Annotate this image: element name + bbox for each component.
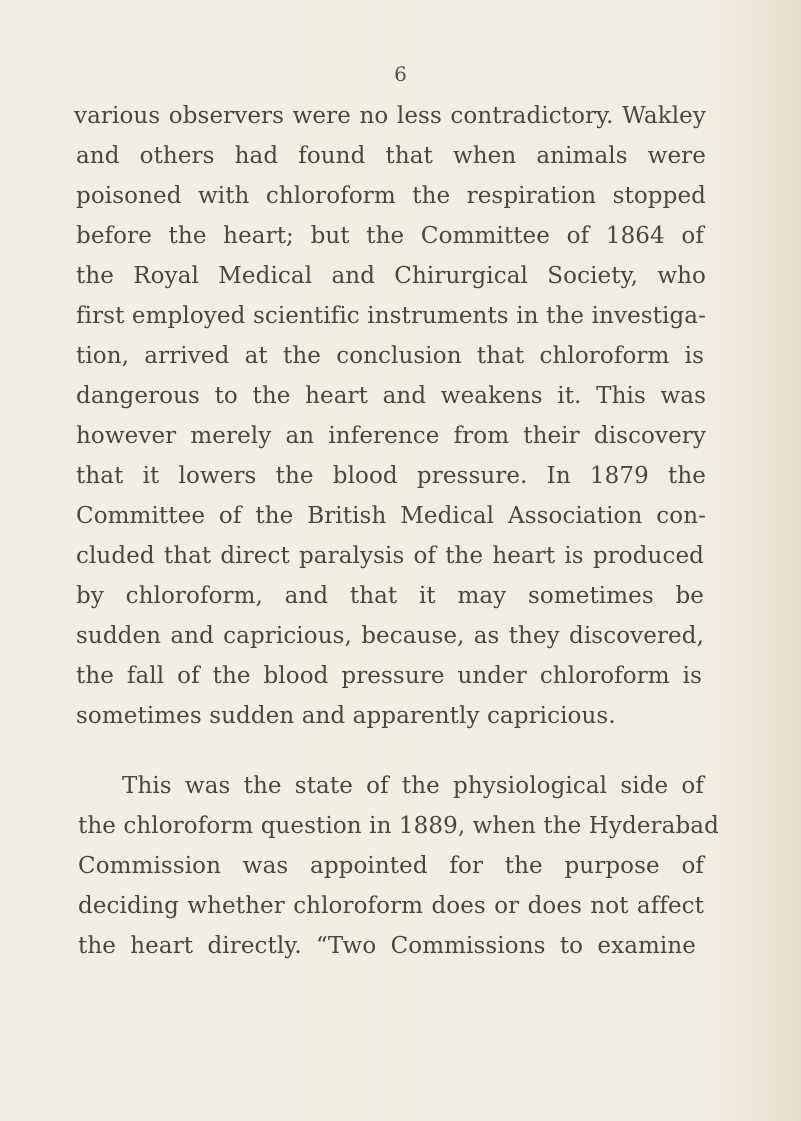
- text-line: Commission was appointed for the purpose of: [78, 853, 704, 879]
- text-line: dangerous to the heart and weakens it. This was: [76, 383, 706, 409]
- text-line: the fall of the blood pressure under chloroform is: [76, 663, 702, 689]
- text-line: the heart directly. “Two Commissions to examine: [78, 933, 696, 959]
- text-line: and others had found that when animals were: [76, 143, 706, 169]
- text-line: This was the state of the physiological side of: [122, 773, 704, 799]
- text-line: poisoned with chloroform the respiration stopped: [76, 183, 706, 209]
- text-line: first employed scientific instruments in the investiga-: [76, 303, 706, 329]
- text-line: that it lowers the blood pressure. In 1879 the: [76, 463, 706, 489]
- text-line: cluded that direct paralysis of the heart is produced: [76, 543, 704, 569]
- text-line: the Royal Medical and Chirurgical Society, who: [76, 263, 706, 289]
- text-line: tion, arrived at the conclusion that chloroform is: [76, 343, 704, 369]
- text-line: sometimes sudden and apparently capricious.: [76, 703, 616, 729]
- text-line: sudden and capricious, because, as they discovered,: [76, 623, 704, 649]
- text-line: however merely an inference from their discovery: [76, 423, 706, 449]
- text-line: before the heart; but the Committee of 1864 of: [76, 223, 704, 249]
- text-line: various observers were no less contradictory. Wakley: [74, 103, 706, 129]
- text-line: by chloroform, and that it may sometimes be: [76, 583, 704, 609]
- page-number: 6: [394, 62, 407, 86]
- text-line: Committee of the British Medical Association con-: [76, 503, 706, 529]
- text-line: the chloroform question in 1889, when the Hyderabad: [78, 813, 719, 839]
- text-line: deciding whether chloroform does or does not affect: [78, 893, 704, 919]
